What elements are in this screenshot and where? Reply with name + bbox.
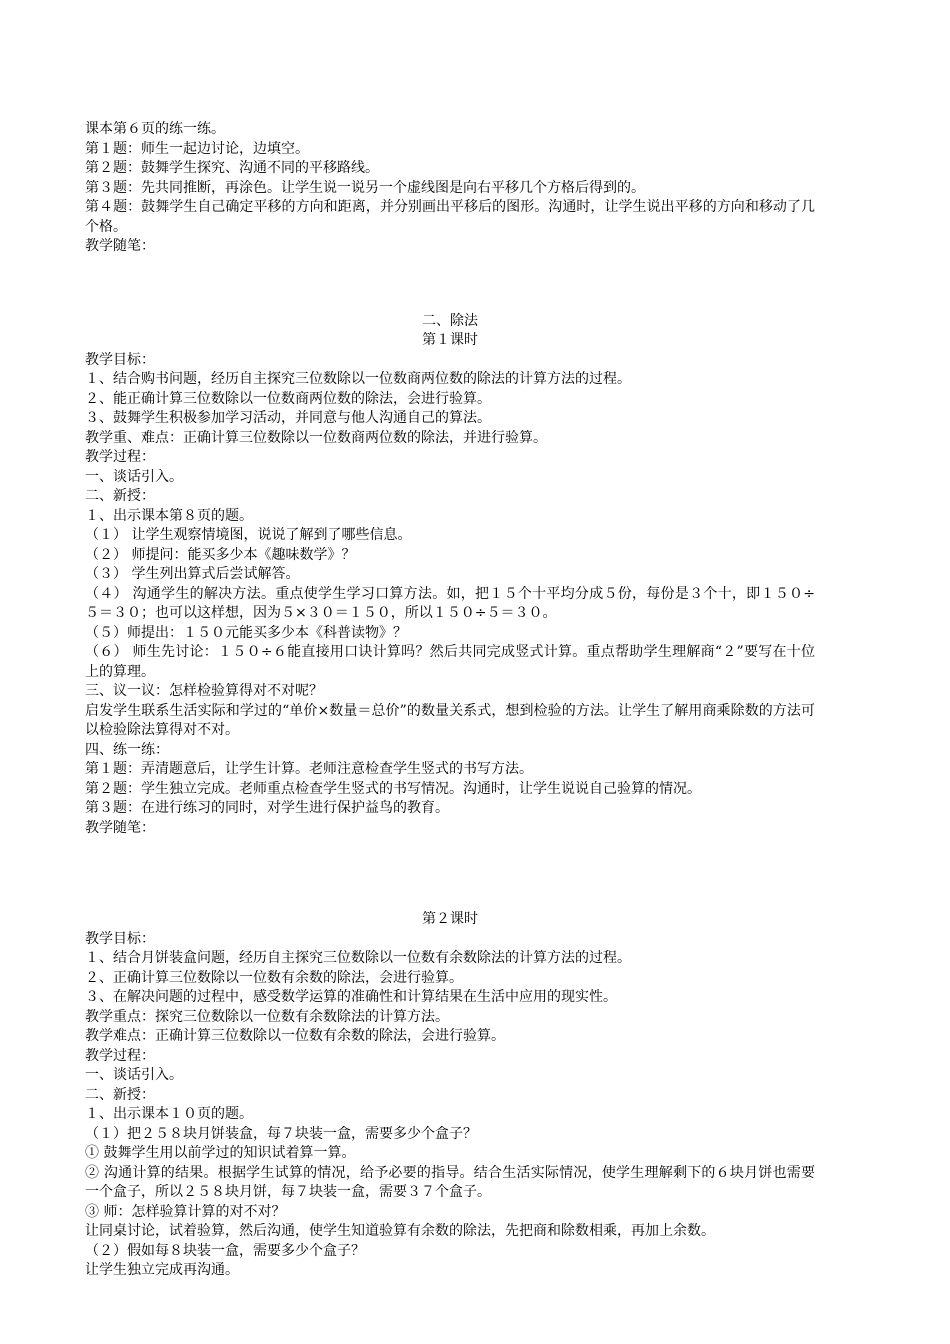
spacer [85,257,815,312]
text-line: 让学生独立完成再沟通。 [85,1262,239,1278]
text-line: ③ 师：怎样验算计算的对不对？ [85,1203,286,1220]
text-line: ３、在解决问题的过程中，感受数学运算的准确性和计算结果在生活中应用的现实性。 [85,989,617,1005]
text-line: 一、谈话引入。 [85,468,183,485]
text-line: １、出示课本１０页的题。 [85,1106,253,1122]
chapter-title: 二、除法 [422,312,478,329]
text-line: 第４题：鼓舞学生自己确定平移的方向和距离，并分别画出平移后的图形。沟通时，让学生说出平移的方向和移动了几个格。 [85,199,815,235]
text-line: （５）师提出：１５０元能买多少本《科普读物》？ [85,624,407,641]
text-line: 让同桌讨论，试着验算，然后沟通，使学生知道验算有余数的除法，先把商和除数相乘，再加上余数。 [85,1223,715,1239]
text-line: 四、练一练： [85,741,169,758]
text-line: ② 沟通计算的结果。根据学生试算的情况，给予必要的指导。结合生活实际情况，使学生理解剩下的６块月饼也需要一个盒子，所以２５８块月饼，每７块装一盒，需要３７个盒子。 [85,1164,815,1200]
spacer [85,838,815,910]
text-line: 教学难点：正确计算三位数除以一位数有余数的除法，会进行验算。 [85,1028,505,1044]
text-line: 二、新授： [85,1086,155,1103]
text-line: （４） 沟通学生的解决方法。重点使学生学习口算方法。如，把１５个十平均分成５份，每份是３个十，即１５０÷５＝３０；也可以这样想，因为５×３０＝１５０，所以１５０÷５＝３０。 [85,585,815,621]
text-line: （６） 师生先讨论：１５０÷６能直接用口诀计算吗？然后共同完成竖式计算。重点帮助学生理解商“２”要写在十位上的算理。 [85,644,815,680]
text-line: １、结合月饼装盒问题，经历自主探究三位数除以一位数有余数除法的计算方法的过程。 [85,950,631,966]
text-line: （２）假如每８块装一盒，需要多少个盒子？ [85,1242,365,1259]
text-line: 教学重点：探究三位数除以一位数有余数除法的计算方法。 [85,1008,449,1025]
text-line: 教学目标： [85,351,155,368]
text-line: 第２题：鼓舞学生探究、沟通不同的平移路线。 [85,160,379,176]
text-line: 教学过程： [85,1047,155,1064]
text-line: 第１题：师生一起边讨论，边填空。 [85,140,309,157]
section-division-lesson-2 [85,910,815,1281]
text-line: 一、谈话引入。 [85,1067,183,1083]
text-line: （２） 师提问：能买多少本《趣味数学》？ [85,546,356,563]
lesson-title: 第１课时 [422,332,478,348]
document-page [85,120,815,1281]
text-line: ① 鼓舞学生用以前学过的知识试着算一算。 [85,1145,356,1161]
text-line: 教学随笔： [85,819,155,836]
text-line: 启发学生联系生活实际和学过的“单价×数量＝总价”的数量关系式，想到检验的方法。让学生了解用商乘除数的方法可以检验除法算得对不对。 [85,702,815,738]
text-line: （３） 学生列出算式后尝试解答。 [85,566,300,582]
text-line: １、出示课本第８页的题。 [85,507,253,524]
text-line: ３、鼓舞学生积极参加学习活动，并同意与他人沟通自己的算法。 [85,410,491,426]
text-line: 第１题：弄清题意后，让学生计算。老师注意检查学生竖式的书写方法。 [85,761,533,777]
text-line: （１）把２５８块月饼装盒，每７块装一盒，需要多少个盒子？ [85,1125,477,1142]
text-line: 教学重、难点：正确计算三位数除以一位数商两位数的除法，并进行验算。 [85,429,547,446]
text-line: 二、新授： [85,488,155,504]
text-line: 教学随笔： [85,238,155,254]
section-practice [85,120,815,257]
text-line: 三、议一议：怎样检验算得对不对呢？ [85,683,323,699]
text-line: １、结合购书问题，经历自主探究三位数除以一位数商两位数的除法的计算方法的过程。 [85,371,631,387]
text-line: 第２题：学生独立完成。老师重点检查学生竖式的书写情况。沟通时，让学生说说自己验算的情况。 [85,780,701,797]
text-line: （１） 让学生观察情境图，说说了解到了哪些信息。 [85,527,412,543]
text-line: 课本第６页的练一练。 [85,121,225,137]
text-line: 教学目标： [85,930,155,947]
text-line: 教学过程： [85,449,155,465]
lesson-title: 第２课时 [422,911,478,927]
section-division-lesson-1 [85,312,815,839]
text-line: 第３题：先共同推断，再涂色。让学生说一说另一个虚线图是向右平移几个方格后得到的。 [85,179,645,196]
text-line: ２、正确计算三位数除以一位数有余数的除法，会进行验算。 [85,969,463,986]
text-line: ２、能正确计算三位数除以一位数商两位数的除法，会进行验算。 [85,390,491,407]
text-line: 第３题：在进行练习的同时，对学生进行保护益鸟的教育。 [85,800,449,816]
